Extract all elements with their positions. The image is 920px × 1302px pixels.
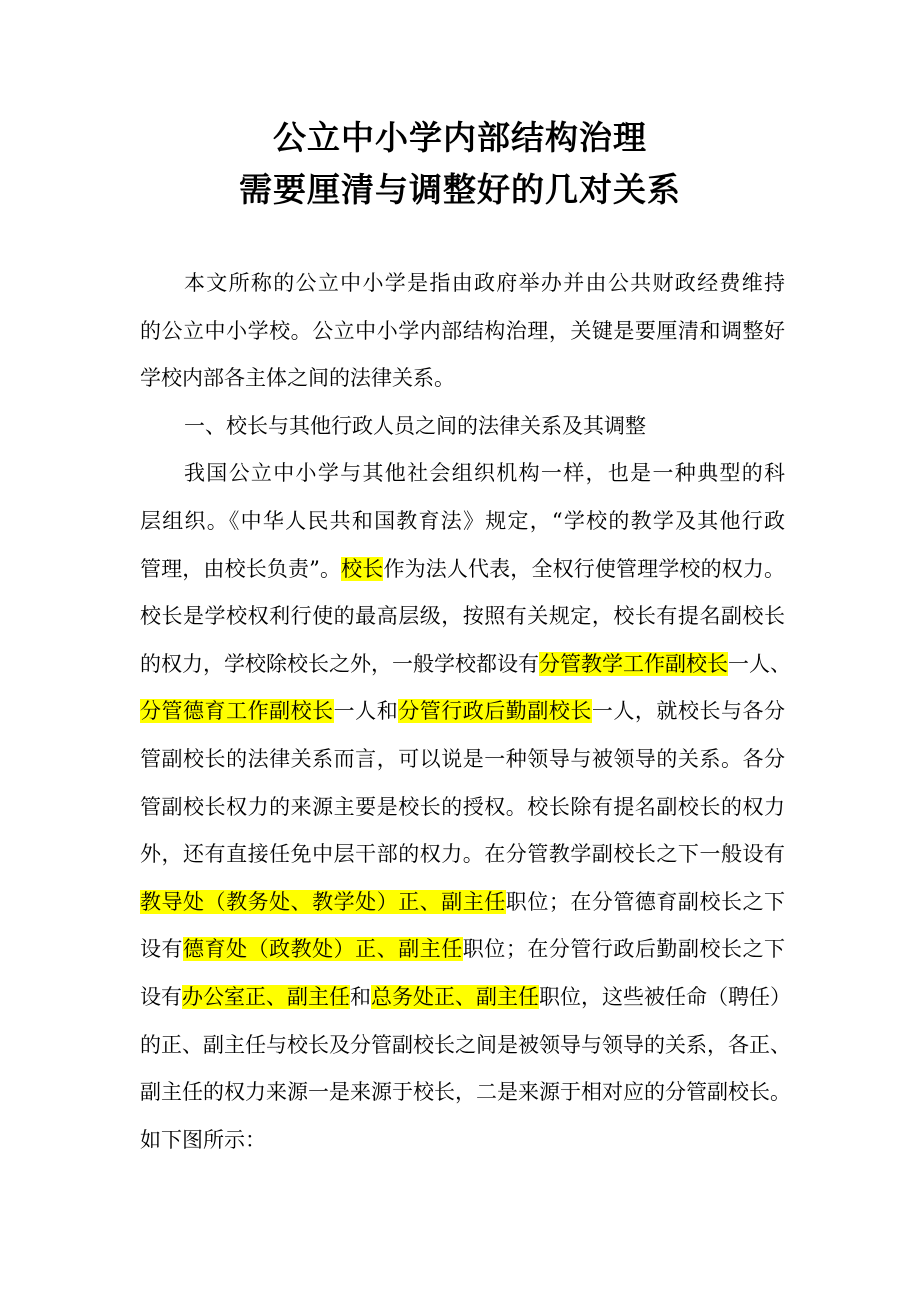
text-line <box>140 792 785 822</box>
text-line <box>140 839 785 869</box>
text-line <box>184 268 785 298</box>
highlighted-text: 分管德育工作副校长 <box>140 699 334 724</box>
text-span: 一人，就校长与各分 <box>591 699 786 724</box>
text-line <box>140 696 785 726</box>
text-line <box>140 601 785 631</box>
highlighted-text: 分管教学工作副校长 <box>539 651 728 676</box>
text-line <box>140 1077 791 1107</box>
text-span: 的权力，学校除校长之外，一般学校都设有 <box>140 651 539 676</box>
highlighted-text: 德育处（政教处）正、副主任 <box>183 937 463 962</box>
text-span: 设有 <box>140 985 182 1009</box>
text-line <box>140 554 785 584</box>
text-span: 的公立中小学校。公立中小学内部结构治理，关键是要厘清和调整好 <box>140 318 785 343</box>
highlighted-text: 教导处（教务处、教学处）正、副主任 <box>140 889 506 914</box>
text-span: 职位；在分管德育副校长之下 <box>505 889 786 914</box>
highlighted-text: 分管行政后勤副校长 <box>398 699 592 724</box>
text-line <box>140 316 785 346</box>
text-line <box>140 982 791 1012</box>
text-line <box>140 1030 791 1060</box>
text-span: 设有 <box>140 937 184 962</box>
text-span: 我国公立中小学与其他社会组织机构一样，也是一种典型的科 <box>184 461 785 486</box>
text-span: 层组织。《中华人民共和国教育法》规定，“学校的教学及其他行政 <box>140 509 785 533</box>
text-line <box>140 649 791 679</box>
text-span: 职位，这些被任命（聘任） <box>539 985 791 1009</box>
text-span: 作为法人代表，全权行使管理学校的权力。 <box>383 556 786 581</box>
text-line <box>140 1125 785 1155</box>
text-span: 一、校长与其他行政人员之间的法律关系及其调整 <box>184 413 646 438</box>
text-line <box>140 934 785 964</box>
text-span: 和 <box>350 985 371 1009</box>
text-span: 如下图所示： <box>140 1127 266 1152</box>
text-span: 本文所称的公立中小学是指由政府举办并由公共财政经费维持 <box>184 271 785 295</box>
highlighted-text: 总务处正、副主任 <box>371 985 539 1009</box>
document-title-line-1: 公立中小学内部结构治理 <box>273 118 647 157</box>
text-span: 管副校长的法律关系而言，可以说是一种领导与被领导的关系。各分 <box>140 747 785 771</box>
text-line <box>140 363 785 393</box>
text-span: 一人、 <box>728 651 791 676</box>
text-span: 的正、副主任与校长及分管副校长之间是被领导与领导的关系，各正、 <box>140 1032 791 1057</box>
text-line <box>140 887 785 917</box>
text-line <box>184 458 785 488</box>
text-span: 副主任的权力来源一是来源于校长，二是来源于相对应的分管副校长。 <box>140 1080 791 1105</box>
text-span: 学校内部各主体之间的法律关系。 <box>140 366 455 391</box>
highlighted-text: 办公室正、副主任 <box>182 985 350 1009</box>
highlighted-text: 校长 <box>341 556 384 581</box>
text-span: 管副校长权力的来源主要是校长的授权。校长除有提名副校长的权力 <box>140 794 785 819</box>
text-span: 校长是学校权利行使的最高层级，按照有关规定，校长有提名副校长 <box>140 604 785 629</box>
text-line <box>140 506 785 536</box>
document-title-line-2: 需要厘清与调整好的几对关系 <box>239 170 681 209</box>
text-line <box>140 744 785 774</box>
text-span: 管理，由校长负责”。 <box>140 556 342 581</box>
text-span: 职位；在分管行政后勤副校长之下 <box>462 937 786 962</box>
text-span: 外，还有直接任免中层干部的权力。在分管教学副校长之下一般设有 <box>140 842 785 867</box>
text-line <box>184 411 785 441</box>
text-span: 一人和 <box>333 699 399 724</box>
